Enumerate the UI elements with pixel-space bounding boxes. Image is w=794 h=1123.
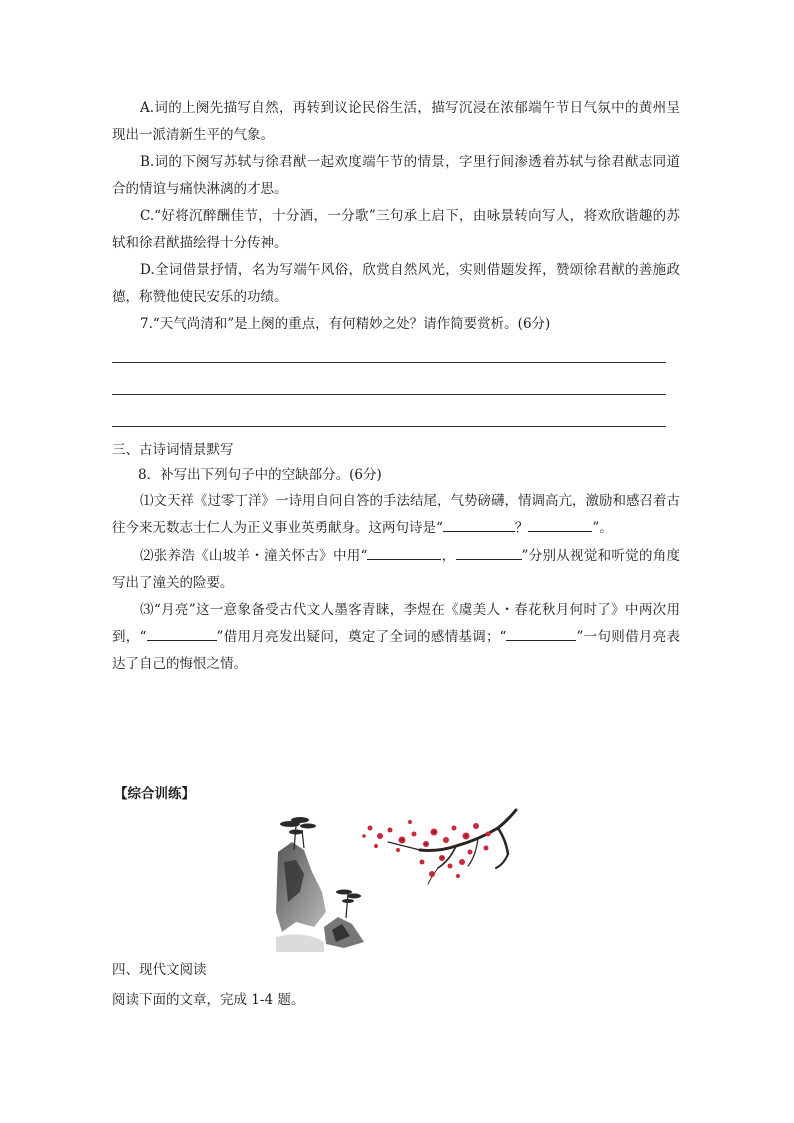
fill-blank-5[interactable] xyxy=(147,626,217,641)
question-7: 7.“天气尚清和”是上阕的重点，有何精妙之处？请作简要赏析。(6分) xyxy=(140,316,551,332)
q8-s2-text: ⑵张养浩《山坡羊・潼关怀古》中用“ xyxy=(140,548,368,564)
q8-s2-end: ”分别从视觉和听觉的角度写出了潼关的险要。 xyxy=(112,548,681,591)
question-8-item-3 xyxy=(112,597,680,678)
answer-line-2[interactable] xyxy=(112,394,666,395)
option-b: B.词的下阕写苏轼与徐君猷一起欢度端午节的情景，字里行间渗透着苏轼与徐君猷志同道合的情谊与痛快淋漓的才思。 xyxy=(112,154,680,197)
question-8-item-2 xyxy=(112,543,680,597)
option-c: C.“好将沉醉酬佳节，十分酒，一分歌”三句承上启下，由咏景转向写人，将欢欣谐趣的苏轼和徐君猷描绘得十分传神。 xyxy=(112,208,680,251)
section-3-heading: 三、古诗词情景默写 xyxy=(112,442,234,458)
q8-s1-mid: ？ xyxy=(514,520,529,536)
question-8-title: 8．补写出下列句子中的空缺部分。(6分) xyxy=(138,467,382,483)
fill-blank-3[interactable] xyxy=(367,545,441,560)
option-d: D.全词借景抒情，名为写端午风俗，欣赏自然风光，实则借题发挥，赞颂徐君猷的善施政德，称赞他使民安乐的功绩。 xyxy=(112,262,680,305)
section-4-heading: 四、现代文阅读 xyxy=(112,962,207,978)
q8-s1-text: ⑴文天祥《过零丁洋》一诗用自问自答的手法结尾，气势磅礴，情调高亢，激励和感召着古往今来无数志士仁人为正义事业英勇献身。这两句诗是“ xyxy=(112,493,680,536)
q8-s1-end: ”。 xyxy=(592,520,613,536)
fill-blank-4[interactable] xyxy=(456,545,522,560)
fill-blank-6[interactable] xyxy=(506,626,576,641)
q8-s3-mid: ”借用月亮发出疑问，奠定了全词的感情基调；“ xyxy=(216,629,507,645)
q8-s3-end: ”一句则借月亮表达了自己的悔恨之情。 xyxy=(112,629,680,672)
question-8-item-1 xyxy=(112,488,680,542)
q8-s2-mid: ， xyxy=(441,548,456,564)
training-label: 【综合训练】 xyxy=(114,786,195,802)
option-a: A.词的上阕先描写自然，再转到议论民俗生活，描写沉浸在浓郁端午节日气氛中的黄州呈现出一派清新生平的气象。 xyxy=(112,100,680,143)
plum-blossom-branch-image xyxy=(358,806,518,888)
answer-line-3[interactable] xyxy=(112,426,666,427)
fill-blank-2[interactable] xyxy=(528,517,592,532)
q8-s3-text: ⑶“月亮”这一意象备受古代文人墨客青睐，李煜在《虞美人・春花秋月何时了》中两次用到，“ xyxy=(112,602,680,645)
answer-line-1[interactable] xyxy=(112,362,666,363)
fill-blank-1[interactable] xyxy=(443,517,515,532)
reading-instruction: 阅读下面的文章，完成 1-4 题。 xyxy=(112,992,305,1008)
